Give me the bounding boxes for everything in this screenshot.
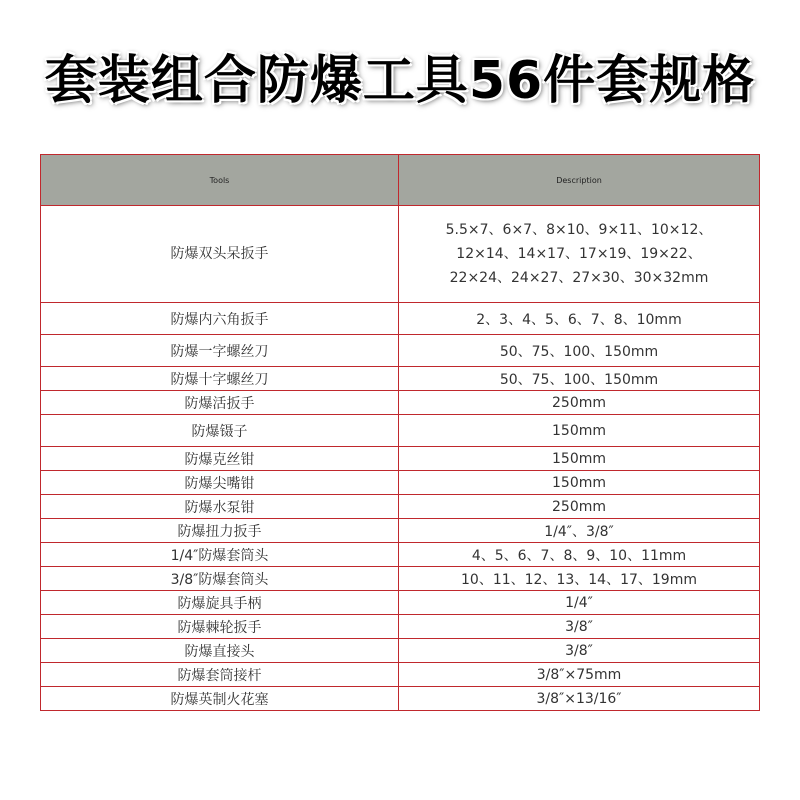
tool-description: 4、5、6、7、8、9、10、11mm: [399, 543, 760, 567]
description-line: 12×14、14×17、17×19、19×22、: [456, 246, 702, 262]
tool-name: 防爆旋具手柄: [41, 591, 399, 615]
tool-description: 50、75、100、150mm: [399, 367, 760, 391]
table-row: [41, 687, 760, 711]
tool-description: 10、11、12、13、14、17、19mm: [399, 567, 760, 591]
tool-name: 3/8″防爆套筒头: [41, 567, 399, 591]
tool-description: [399, 206, 760, 303]
tool-name: 防爆十字螺丝刀: [41, 367, 399, 391]
table-row: [41, 415, 760, 447]
tool-description: 3/8″×75mm: [399, 663, 760, 687]
tool-description: 3/8″: [399, 639, 760, 663]
tool-description: 250mm: [399, 495, 760, 519]
tool-name: 防爆双头呆扳手: [41, 206, 399, 303]
tool-description: 50、75、100、150mm: [399, 335, 760, 367]
tool-description: 150mm: [399, 415, 760, 447]
table-row: [41, 519, 760, 543]
tool-description: 250mm: [399, 391, 760, 415]
tool-description: 2、3、4、5、6、7、8、10mm: [399, 303, 760, 335]
tool-name: 防爆活扳手: [41, 391, 399, 415]
table-header-row: [41, 155, 760, 206]
tool-name: 防爆内六角扳手: [41, 303, 399, 335]
table-row: [41, 615, 760, 639]
table-row: [41, 567, 760, 591]
table-row: [41, 495, 760, 519]
tool-description: 150mm: [399, 447, 760, 471]
tool-description: 3/8″: [399, 615, 760, 639]
tool-name: 防爆套筒接杆: [41, 663, 399, 687]
table-row: [41, 367, 760, 391]
tool-name: 1/4″防爆套筒头: [41, 543, 399, 567]
tool-name: 防爆一字螺丝刀: [41, 335, 399, 367]
header-description: Description: [399, 155, 760, 206]
table-row: [41, 591, 760, 615]
tool-name: 防爆直接头: [41, 639, 399, 663]
table-row: [41, 391, 760, 415]
tool-name: 防爆英制火花塞: [41, 687, 399, 711]
tool-description: 1/4″、3/8″: [399, 519, 760, 543]
tool-name: 防爆镊子: [41, 415, 399, 447]
table-row: [41, 543, 760, 567]
table-row: [41, 335, 760, 367]
table-row: [41, 303, 760, 335]
header-tools: Tools: [41, 155, 399, 206]
tool-description: 3/8″×13/16″: [399, 687, 760, 711]
table-row: [41, 471, 760, 495]
tool-description: 1/4″: [399, 591, 760, 615]
tool-description: 150mm: [399, 471, 760, 495]
tool-name: 防爆棘轮扳手: [41, 615, 399, 639]
description-line: 5.5×7、6×7、8×10、9×11、10×12、: [445, 222, 713, 238]
tool-name: 防爆扭力扳手: [41, 519, 399, 543]
description-line: 22×24、24×27、27×30、30×32mm: [449, 270, 709, 286]
tool-name: 防爆尖嘴钳: [41, 471, 399, 495]
table-row: [41, 639, 760, 663]
tool-name: 防爆克丝钳: [41, 447, 399, 471]
page-title: 套装组合防爆工具56件套规格: [44, 51, 756, 111]
table-row: [41, 663, 760, 687]
table-row: [41, 206, 760, 303]
spec-table: [40, 154, 760, 711]
tool-name: 防爆水泵钳: [41, 495, 399, 519]
table-row: [41, 447, 760, 471]
